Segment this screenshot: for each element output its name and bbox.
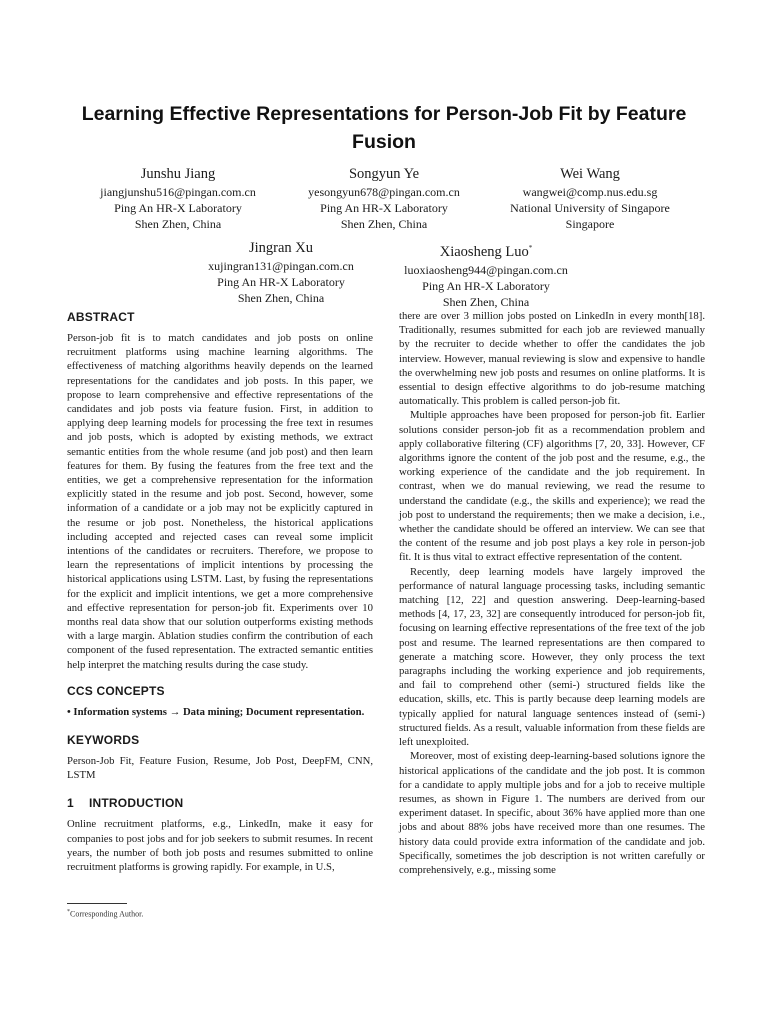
author-name-text: Xiaosheng Luo	[439, 243, 529, 260]
keywords-text: Person-Job Fit, Feature Fusion, Resume, Job Post, DeepFM, CNN, LSTM	[67, 755, 373, 782]
author-name	[404, 239, 568, 262]
author-location: Shen Zhen, China	[340, 217, 428, 231]
author-name: Jingran Xu	[248, 240, 314, 256]
author-affiliation: National University of Singapore	[510, 201, 670, 215]
footnote	[67, 907, 143, 920]
author-location: Singapore	[565, 217, 615, 231]
abstract-heading: ABSTRACT	[67, 310, 135, 324]
section-title: INTRODUCTION	[89, 796, 184, 811]
introduction-heading	[67, 796, 373, 811]
author-location: Shen Zhen, China	[134, 217, 222, 231]
author-email: yesongyun678@pingan.com.cn	[308, 185, 460, 199]
author-name: Songyun Ye	[348, 166, 420, 182]
author-block	[510, 165, 670, 232]
author-location: Shen Zhen, China	[442, 294, 530, 309]
author-affiliation: Ping An HR-X Laboratory	[422, 278, 550, 293]
author-block	[208, 239, 354, 306]
intro-paragraph-1-continued: there are over 3 million jobs posted on LinkedIn in every month[18]. Traditionally, resumes submitted for each job are reviewed manually by the recruiter to decide whether to offer the candidates the job interview. However, manual reviewing is slow and expensive to handle the overwhelming new job posts and resumes on online platforms. It is essential to design effective algorithms to do job-resume matching automatically. This problem is called person-job fit.	[399, 310, 705, 408]
author-name: Wei Wang	[560, 166, 620, 182]
section-number: 1	[67, 796, 74, 811]
ccs-heading: CCS CONCEPTS	[67, 683, 165, 698]
author-block	[100, 165, 256, 232]
author-location: Shen Zhen, China	[237, 291, 325, 305]
author-affiliation: Ping An HR-X Laboratory	[217, 275, 345, 289]
author-email: jiangjunshu516@pingan.com.cn	[100, 185, 256, 199]
intro-paragraph-3: Recently, deep learning models have largely improved the performance of natural language processing tasks, including semantic matching [12, 22] and question answering. Deep-learning-based methods [4, 17, 23, 32] are consequently introduced for person-job fit, focusing on learning effective representations of the free text of the job post and resume. The learned representations are then compared to generate a matching score. However, they only process the text paragraphs including the working experience and job requirements, and fail to comprehend other (semi-) structured fields like the education, skills, etc. This is partly because deep learning models are typically applied for natural language sentences instead of (semi-) structured fields. As a result, valuable information from these fields are left unexploited.	[399, 565, 705, 749]
abstract-text: Person-job fit is to match candidates and job posts on online recruitment platforms using machine learning algorithms. The effectiveness of matching algorithms heavily depends on the learned representations for the candidates and job posts. In this paper, we propose to learn comprehensive and effective representations of the candidates and job posts via feature fusion. First, in addition to applying deep learning models for processing the free text in resumes and job posts, which is adopted by existing methods, we extract semantic entities from the whole resume (and job post) and then learn features for them. By fusing the features from the free text and the entities, we get a comprehensive representation for the information explicitly stated in the resume and job post. Second, however, some information of a candidate or a job may not be explicitly captured in the resume or job post. Nonetheless, the historical applications including accepted and rejected cases can reveal some implicit intentions of the candidates or recruiters. Therefore, we propose to learn the representations of implicit intentions by processing the historical applications using LSTM. Last, by fusing the representations for the explicit and implicit intentions, we get a more comprehensive and effective representation for person-job fit. Experiments over 10 months real data show that our solution outperforms existing methods with a large margin. Ablation studies confirm the contribution of each component of the fused representation. The extracted semantic entities help interpret the matching results during the case study.	[67, 332, 373, 671]
author-block	[308, 165, 460, 232]
author-email: xujingran131@pingan.com.cn	[208, 259, 354, 273]
left-column	[67, 310, 373, 874]
author-affiliation: Ping An HR-X Laboratory	[320, 201, 448, 215]
intro-paragraph-2-text: Multiple approaches have been proposed for person-job fit. Earlier solutions consider person-job fit as a recommendation problem and apply collaborative filtering (CF) algorithms [7, 20, 33]. However, CF algorithms ignore the content of the job post and the resume, e.g., the working experience of the candidate and the job requirement. In contrast, when we do manual reviewing, we read the resume to understand the candidate (e.g., the skills and experience); we read the job post to understand the requirements; then we make a decision, i.e., whether the candidate should be offered an interview. We can see that the content of the resume and job post plays a key role in person-job fit. It is thus vital to extract effective representation of the content.	[399, 409, 705, 564]
paper-title: Learning Effective Representations for Person-Job Fit by Feature Fusion	[81, 103, 687, 153]
keywords-heading: KEYWORDS	[67, 733, 140, 748]
ccs-text: • Information systems → Data mining; Document representation.	[67, 705, 365, 718]
footnote-text: Corresponding Author.	[70, 909, 144, 919]
corresponding-mark: *	[528, 244, 533, 252]
author-name: Junshu Jiang	[140, 166, 216, 182]
author-email: wangwei@comp.nus.edu.sg	[522, 185, 658, 199]
author-block	[404, 239, 568, 310]
author-affiliation: Ping An HR-X Laboratory	[114, 201, 242, 215]
intro-paragraph-4: Moreover, most of existing deep-learning-based solutions ignore the historical applications of the candidate and the job post. It is common for a candidate to apply multiple jobs and for a job to receive multiple resumes, as shown in Figure 1. The numbers are derived from our experiment dataset. In specific, about 36% have applied more than one jobs and about 88% jobs have received more than one resumes. The history data could provide extra information of the candidate and job. Specifically, sometimes the job description is not written carefully or comprehensively, e.g., missing some	[399, 750, 705, 876]
footnote-rule	[67, 903, 127, 904]
author-email: luoxiaosheng944@pingan.com.cn	[404, 262, 568, 277]
footnote-mark: *	[67, 909, 70, 915]
right-column	[399, 309, 705, 877]
intro-paragraph-1: Online recruitment platforms, e.g., LinkedIn, make it easy for companies to post jobs and for job seekers to submit resumes. In recent years, the number of both job posts and resumes submitted to online recruitment platforms is growing rapidly. For example, in U.S,	[67, 818, 373, 874]
